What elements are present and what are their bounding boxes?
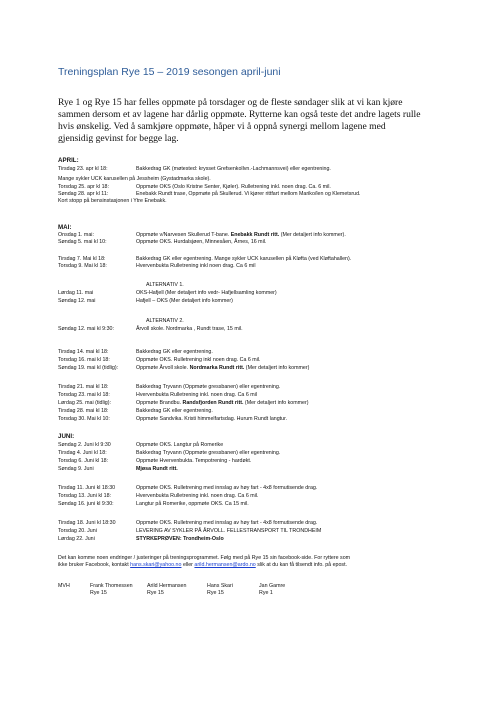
row-date: Lørdag 25. mai (tidlig): xyxy=(58,400,111,406)
signer-name: Jan Gamre xyxy=(259,583,286,589)
row-date: Onsdag 1. mai: xyxy=(58,232,94,238)
row-date: Søndag 5. mai kl 10: xyxy=(58,239,107,245)
schedule-row xyxy=(58,166,331,173)
row-activity: OKS-Hafjell (Mer detaljert info vedr- Hafjellsamling kommer) xyxy=(136,290,277,296)
intro-line: gjensidig gevinst for begge lag. xyxy=(58,133,179,144)
footer-text: slik at du kan få tilsendt info. på epost. xyxy=(255,562,348,568)
row-activity: Bakkedrag GK eller egentrening. xyxy=(136,349,213,355)
row-date: Tirsdag 21. mai kl 18: xyxy=(58,384,109,390)
schedule-row xyxy=(58,191,361,198)
row-date: Torsdag 13. Juni kl 18: xyxy=(58,493,111,499)
schedule-row xyxy=(58,232,346,239)
email-link-hans[interactable]: hans.skari@yahoo.no xyxy=(130,562,182,568)
schedule-row xyxy=(58,408,213,415)
row-activity: Oppmøte OKS (Oslo Kristne Senter, Kjøler). Rulletrening inkl. noen drag. Ca. 6 mil. xyxy=(136,184,331,190)
row-activity xyxy=(136,400,309,407)
row-activity: Oppmøte OKS. Rulletrening med innslag av høy fart - 4x8 formutisende drag. xyxy=(136,485,318,491)
schedule-row xyxy=(58,466,178,473)
row-date: Torsdag 16. mai kl 18: xyxy=(58,357,110,363)
row-activity: Bakkedrag GK eller egentrening. xyxy=(136,408,213,414)
signer-team: Rye 1 xyxy=(259,590,273,596)
row-date: Torsdag 30. Mai kl 10: xyxy=(58,416,110,422)
signature-block xyxy=(90,583,133,597)
schedule-row xyxy=(58,357,261,364)
row-date: Søndag 12. mai kl 9:30: xyxy=(58,326,114,332)
section-heading-mai: MAI: xyxy=(58,224,72,231)
schedule-row xyxy=(58,528,322,535)
row-date: Torsdag 23. mai kl 18: xyxy=(58,392,110,398)
row-activity: Årvoll skole. Nordmarka , Rundt trase, 15 mil. xyxy=(136,326,243,332)
section-heading-juni: JUNI: xyxy=(58,433,75,440)
schedule-row xyxy=(58,184,331,191)
activity-note: (Mer detaljert info kommer). xyxy=(279,232,346,238)
row-date: Tirsdag 4. Juni kl 18: xyxy=(58,450,107,456)
race-name: Mjøsa Rundt ritt. xyxy=(136,466,178,472)
signer-team: Rye 15 xyxy=(147,590,164,596)
row-date: Lørdag 11. mai xyxy=(58,290,94,296)
schedule-row xyxy=(58,290,277,297)
row-activity: Oppmøte OKS. Rulletrening med innslag av høy fart - 4x8 formutisende drag. xyxy=(136,520,318,526)
schedule-note: Mange sykler UCK karusellen på Jessheim (Gystadmarka skole). xyxy=(58,176,211,182)
schedule-row xyxy=(58,501,249,508)
schedule-row xyxy=(58,485,318,492)
race-name: Nordmarka Rundt ritt. xyxy=(189,365,245,371)
row-activity: Enebakk Rundt trase, Oppmøte på Skullerud. Vi kjører rittfart mellom Mariko/len og Klemetsrud. xyxy=(136,191,361,197)
schedule-row xyxy=(58,384,281,391)
intro-line: hvis ønskelig. Ved å samkjøre oppmøte, håper vi å oppnå synergi mellom lagene med xyxy=(58,121,386,132)
row-date: Søndag 9. Juni xyxy=(58,466,94,472)
row-activity xyxy=(136,232,346,239)
schedule-row xyxy=(58,392,258,399)
signer-team: Rye 15 xyxy=(90,590,107,596)
intro-line: sammen dersom et av lagene har dårlig oppmøte. Rytterne kan også teste det andre lagets rulle xyxy=(58,109,421,120)
signer-team: Rye 15 xyxy=(207,590,224,596)
schedule-row xyxy=(58,458,252,465)
schedule-row xyxy=(58,520,318,527)
row-activity: Oppmøte Sandvika. Kristi himmelfartsdag. Hurum Rundt langtur. xyxy=(136,416,288,422)
row-date: Torsdag 25. apr kl 18: xyxy=(58,184,109,190)
row-activity: Oppmøte OKS. Hurdalsjøen, Minnesåen, Årnes, 16 mil. xyxy=(136,239,267,245)
activity-text: Oppmøte Årvoll skole. xyxy=(136,365,190,371)
row-date: Lørdag 22. Juni xyxy=(58,536,95,542)
row-date: Søndag 12. mai xyxy=(58,298,96,304)
footer-text: ikke bruker Facebook, kontakt xyxy=(58,562,131,568)
intro-paragraph xyxy=(58,97,458,145)
closing-mvh: MVH xyxy=(58,583,70,589)
row-date: Søndag 19. mai kl (tidlig): xyxy=(58,365,119,371)
row-activity: Bakkedrag GK (møtested: krysset Grefsenkollvn.-Lachmannsvei) eller egentrening. xyxy=(136,166,331,172)
signature-block xyxy=(207,583,233,597)
schedule-row xyxy=(58,239,267,246)
signer-name: Frank Thomessen xyxy=(90,583,133,589)
schedule-row xyxy=(58,263,256,270)
row-date: Søndag 16. juni kl 9:30: xyxy=(58,501,114,507)
row-activity: Oppmøte OKS. Langtur på Romerike xyxy=(136,442,224,448)
row-activity: Bakkedrag GK eller egentrening. Mange sykler UCK karusellen på Kløfta (ved Kløftahallen). xyxy=(136,256,352,262)
schedule-row xyxy=(58,298,233,305)
signer-name: Hans Skari xyxy=(207,583,233,589)
schedule-row xyxy=(58,536,224,543)
row-date: Torsdag 9. Mai kl 18: xyxy=(58,263,107,269)
activity-note: (Mer detaljert info kommer) xyxy=(243,400,309,406)
schedule-row xyxy=(58,256,352,263)
row-activity xyxy=(136,536,224,543)
row-activity: Langtur på Romerike, oppmøte OKS. Ca 15 mil. xyxy=(136,501,249,507)
schedule-row xyxy=(58,365,310,372)
row-date: Tirsdag 23. apr kl 18: xyxy=(58,166,108,172)
row-activity: LEVERING AV SYKLER PÅ ÅRVOLL. FELLESTRANSPORT TIL TRONDHEIM xyxy=(136,528,322,534)
alternative-heading: ALTERNATIV 2. xyxy=(146,318,184,324)
row-activity xyxy=(136,365,309,372)
row-date: Tirsdag 28. mai kl 18: xyxy=(58,408,109,414)
schedule-row xyxy=(58,349,213,356)
activity-note: (Mer detaljert info kommer) xyxy=(244,365,310,371)
footer-contact xyxy=(58,562,347,569)
footer-text: eller xyxy=(181,562,195,568)
row-date: Tirsdag 18. Juni kl 18:30 xyxy=(58,520,116,526)
row-date: Søndag 2. Juni kl 9:30 xyxy=(58,442,111,448)
row-date: Torsdag 6. Juni kl 18: xyxy=(58,458,109,464)
schedule-row xyxy=(58,442,224,449)
schedule-row xyxy=(58,326,243,333)
signer-name: Arild Hermansen xyxy=(147,583,187,589)
footer-note: Det kan komme noen endringer / justeringer på treningsprogrammet. Følg med på Rye 15 sin facebook-side. For ryttere som xyxy=(58,555,351,561)
schedule-row xyxy=(58,400,309,407)
row-activity: Hvervenbukta Rulletrening inkl. noen drag. Ca 6 mil. xyxy=(136,493,259,499)
row-date: Tirsdag 7. Mai kl 18: xyxy=(58,256,106,262)
race-name: Randsfjorden Rundt ritt. xyxy=(182,400,244,406)
activity-text: Oppmøte Brandbu. xyxy=(136,400,183,406)
signature-block xyxy=(147,583,186,597)
email-link-arild[interactable]: arild.hermansen@ardo.no xyxy=(194,562,256,568)
schedule-note: Kort stopp på bensinstasjonen i Ytre Enebakk. xyxy=(58,198,167,204)
signature-block xyxy=(259,583,285,597)
row-activity: Bakkedrag Tryvann (Oppmøte gressbanen) eller egentrening. xyxy=(136,384,281,390)
race-name: STYRKEPRØVEN: Trondheim-Oslo xyxy=(136,536,224,542)
row-activity: Oppmøte OKS. Rulletrening inkl noen drag. Ca 6 mil. xyxy=(136,357,261,363)
row-activity: Bakkedrag Tryvann (Oppmøte gressbanen) eller egentrening. xyxy=(136,450,281,456)
schedule-row xyxy=(58,416,288,423)
activity-text: Oppmøte v/Narvesen Skullerud T-bane. xyxy=(136,232,231,238)
schedule-row xyxy=(58,450,281,457)
row-date: Tirsdag 14. mai kl 18: xyxy=(58,349,109,355)
row-date: Søndag 28. apr kl 11: xyxy=(58,191,109,197)
intro-line: Rye 1 og Rye 15 har felles oppmøte på torsdager og de fleste søndager slik at vi kan kjøre xyxy=(58,97,403,108)
schedule-row xyxy=(58,493,259,500)
row-activity: Hvervenbukta Rulletrening inkl. noen drag. Ca 6 mil xyxy=(136,392,258,398)
section-heading-april: APRIL: xyxy=(58,157,79,164)
row-date: Tirsdag 11. Juni kl 18:30 xyxy=(58,485,116,491)
document-title: Treningsplan Rye 15 – 2019 sesongen april-juni xyxy=(58,66,281,78)
row-activity: Hafjell – OKS (Mer detaljert info kommer) xyxy=(136,298,233,304)
race-name: Enebakk Rundt ritt. xyxy=(230,232,280,238)
alternative-heading: ALTERNATIV 1. xyxy=(146,282,184,288)
row-activity: Hvervenbukta Rulletrening inkl noen drag. Ca 6 mil xyxy=(136,263,256,269)
row-activity: Oppmøte Hvervenbukta. Tempotrening - hardøkt. xyxy=(136,458,252,464)
row-date: Torsdag 20. Juni xyxy=(58,528,97,534)
